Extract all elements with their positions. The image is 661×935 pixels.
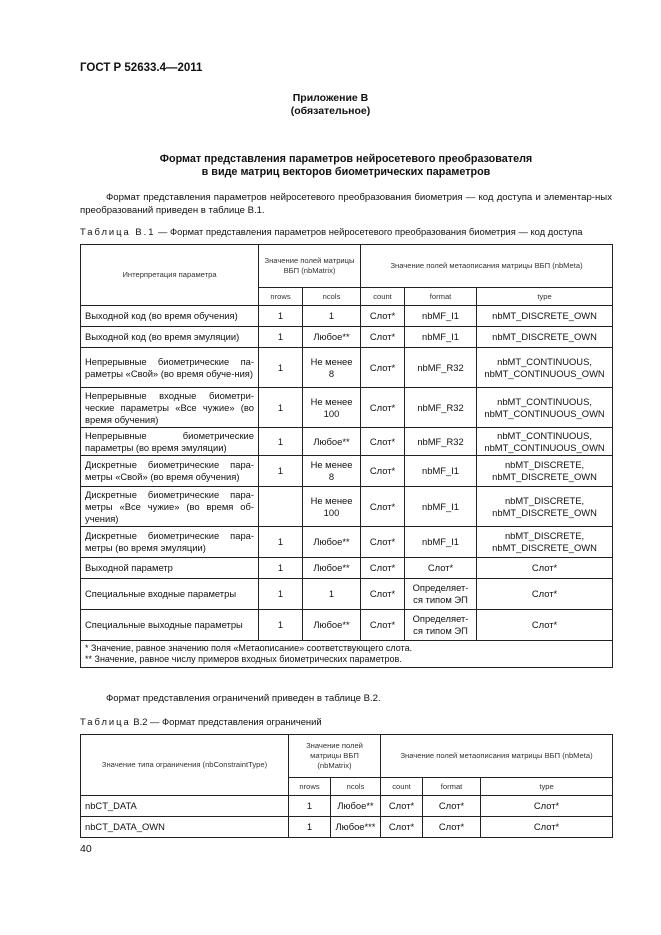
table1-head-ncols: ncols	[303, 288, 361, 306]
cell-interp: Выходной код (во время эмуляции)	[81, 327, 259, 348]
paragraph-2	[80, 692, 612, 705]
cell-count: Слот*	[361, 428, 405, 456]
table1-footnotes-row	[81, 641, 613, 668]
table2-caption-label: Таблица	[80, 716, 131, 727]
table1-caption	[80, 226, 583, 237]
table-row	[81, 348, 613, 388]
cell-ncols: Любое**	[331, 796, 381, 817]
cell-interp: Выходной параметр	[81, 558, 259, 579]
intro-paragraph	[80, 191, 612, 217]
table2-head-matrix: Значение полей матрицы ВБП (nbMatrix)	[289, 735, 381, 778]
table-row	[81, 817, 613, 838]
table1-footnote-2: ** Значение, равное числу примеров входных биометрических параметров.	[85, 654, 402, 664]
table-row	[81, 558, 613, 579]
document-header: ГОСТ Р 52633.4—2011	[80, 62, 203, 74]
cell-nrows: 1	[289, 817, 331, 838]
table-row	[81, 527, 613, 558]
appendix-label: Приложение В	[292, 92, 369, 104]
table2-head-count: count	[381, 778, 423, 796]
cell-interp: Дискретные биометрические пара-метры «Все чужие» (во время об-учения)	[81, 487, 259, 527]
cell-format: nbMF_R32	[405, 428, 477, 456]
cell-count: Слот*	[361, 327, 405, 348]
cell-interp: nbCT_DATA_OWN	[81, 817, 289, 838]
cell-format: Определяет-ся типом ЭП	[405, 579, 477, 610]
cell-format: nbMF_I1	[405, 306, 477, 327]
cell-ncols: Не менее 100	[303, 487, 361, 527]
table2	[80, 734, 613, 838]
cell-ncols: Любое***	[331, 817, 381, 838]
cell-nrows: 1	[259, 428, 303, 456]
table2-caption	[80, 716, 322, 727]
table1-head-count: count	[361, 288, 405, 306]
cell-interp: nbCT_DATA	[81, 796, 289, 817]
table2-head-format: format	[423, 778, 481, 796]
section-title-line-2: в виде матриц векторов биометрических параметров	[201, 166, 491, 178]
paragraph-2-text: Формат представления ограничений приведен в таблице В.2.	[106, 693, 381, 704]
cell-type: nbMT_DISCRETE_OWN	[477, 327, 613, 348]
cell-ncols: Любое**	[303, 610, 361, 641]
cell-interp: Непрерывные входные биометри-ческие параметры «Все чужие» (во время обучения)	[81, 388, 259, 428]
cell-type: Слот*	[477, 579, 613, 610]
table1-header-row	[81, 245, 613, 288]
cell-count: Слот*	[361, 348, 405, 388]
cell-type: nbMT_CONTINUOUS, nbMT_CONTINUOUS_OWN	[477, 428, 613, 456]
cell-type: nbMT_DISCRETE, nbMT_DISCRETE_OWN	[477, 487, 613, 527]
table1-caption-label: Таблица В.1	[80, 226, 156, 237]
cell-interp: Непрерывные биометрические параметры (во время эмуляции)	[81, 428, 259, 456]
cell-nrows: 1	[289, 796, 331, 817]
table-row	[81, 610, 613, 641]
table1-caption-text: — Формат представления параметров нейросетевого преобразования биометрия — код доступа	[155, 226, 583, 237]
cell-count: Слот*	[381, 817, 423, 838]
cell-format: nbMF_I1	[405, 327, 477, 348]
cell-ncols: Любое**	[303, 527, 361, 558]
section-title-line-1: Формат представления параметров нейросетевого преобразователя	[159, 153, 533, 165]
cell-type: nbMT_CONTINUOUS, nbMT_CONTINUOUS_OWN	[477, 348, 613, 388]
cell-type: nbMT_DISCRETE_OWN	[477, 306, 613, 327]
appendix-status: (обязательное)	[290, 105, 371, 117]
cell-count: Слот*	[361, 456, 405, 487]
cell-type: nbMT_DISCRETE, nbMT_DISCRETE_OWN	[477, 456, 613, 487]
cell-count: Слот*	[361, 388, 405, 428]
table2-head-interp: Значение типа ограничения (nbConstraintType)	[81, 735, 289, 796]
cell-ncols: Не менее 8	[303, 348, 361, 388]
cell-nrows: 1	[259, 306, 303, 327]
table1-footnote-1: * Значение, равное значению поля «Метаописание» соответствующего слота.	[85, 643, 413, 653]
table1-head-type: type	[477, 288, 613, 306]
cell-nrows: 1	[259, 348, 303, 388]
section-title	[80, 153, 612, 179]
cell-nrows	[259, 487, 303, 527]
cell-interp: Специальные входные параметры	[81, 579, 259, 610]
table1-head-interp: Интерпретация параметра	[81, 245, 259, 306]
cell-ncols: 1	[303, 306, 361, 327]
appendix-heading	[0, 92, 661, 118]
intro-paragraph-text: Формат представления параметров нейросетевого преобразования биометрия — код доступа и элементар-ных преобразований приведен в таблице В.1.	[80, 192, 612, 216]
cell-nrows: 1	[259, 579, 303, 610]
table1-footnotes	[81, 641, 613, 668]
table2-head-type: type	[481, 778, 613, 796]
table-row	[81, 388, 613, 428]
cell-count: Слот*	[381, 796, 423, 817]
table-row	[81, 579, 613, 610]
cell-nrows: 1	[259, 558, 303, 579]
cell-format: nbMF_R32	[405, 388, 477, 428]
page-number: 40	[80, 843, 92, 855]
cell-ncols: Любое**	[303, 327, 361, 348]
cell-ncols: Любое**	[303, 428, 361, 456]
cell-count: Слот*	[361, 487, 405, 527]
table-row	[81, 487, 613, 527]
cell-interp: Выходной код (во время обучения)	[81, 306, 259, 327]
table2-head-nrows: nrows	[289, 778, 331, 796]
table1	[80, 244, 613, 668]
cell-format: nbMF_I1	[405, 487, 477, 527]
table-row	[81, 796, 613, 817]
cell-format: Определяет-ся типом ЭП	[405, 610, 477, 641]
table1-head-nrows: nrows	[259, 288, 303, 306]
cell-format: Слот*	[423, 796, 481, 817]
cell-count: Слот*	[361, 527, 405, 558]
cell-format: nbMF_I1	[405, 527, 477, 558]
cell-type: Слот*	[477, 610, 613, 641]
table2-head-meta: Значение полей метаописания матрицы ВБП (nbMeta)	[381, 735, 613, 778]
cell-type: Слот*	[481, 817, 613, 838]
cell-format: nbMF_I1	[405, 456, 477, 487]
table-row	[81, 327, 613, 348]
table1-head-matrix: Значение полей матрицы ВБП (nbMatrix)	[259, 245, 361, 288]
cell-nrows: 1	[259, 610, 303, 641]
table-row	[81, 306, 613, 327]
table2-header-row	[81, 735, 613, 778]
cell-format: Слот*	[405, 558, 477, 579]
cell-count: Слот*	[361, 610, 405, 641]
cell-ncols: 1	[303, 579, 361, 610]
table1-head-meta: Значение полей метаописания матрицы ВБП (nbMeta)	[361, 245, 613, 288]
cell-interp: Дискретные биометрические пара-метры «Свой» (во время обучения)	[81, 456, 259, 487]
cell-nrows: 1	[259, 327, 303, 348]
cell-interp: Непрерывные биометрические па-раметры «Свой» (во время обуче-ния)	[81, 348, 259, 388]
cell-interp: Специальные выходные параметры	[81, 610, 259, 641]
cell-type: nbMT_DISCRETE, nbMT_DISCRETE_OWN	[477, 527, 613, 558]
table1-head-format: format	[405, 288, 477, 306]
cell-ncols: Любое**	[303, 558, 361, 579]
cell-nrows: 1	[259, 456, 303, 487]
cell-interp: Дискретные биометрические пара-метры (во время эмуляции)	[81, 527, 259, 558]
table-row	[81, 428, 613, 456]
cell-ncols: Не менее 100	[303, 388, 361, 428]
cell-count: Слот*	[361, 579, 405, 610]
cell-ncols: Не менее 8	[303, 456, 361, 487]
cell-type: nbMT_CONTINUOUS, nbMT_CONTINUOUS_OWN	[477, 388, 613, 428]
table2-caption-text: В.2 — Формат представления ограничений	[133, 716, 322, 727]
cell-format: Слот*	[423, 817, 481, 838]
cell-count: Слот*	[361, 558, 405, 579]
cell-type: Слот*	[481, 796, 613, 817]
table2-head-ncols: ncols	[331, 778, 381, 796]
cell-nrows: 1	[259, 388, 303, 428]
cell-format: nbMF_R32	[405, 348, 477, 388]
table-row	[81, 456, 613, 487]
cell-type: Слот*	[477, 558, 613, 579]
cell-nrows: 1	[259, 527, 303, 558]
cell-count: Слот*	[361, 306, 405, 327]
